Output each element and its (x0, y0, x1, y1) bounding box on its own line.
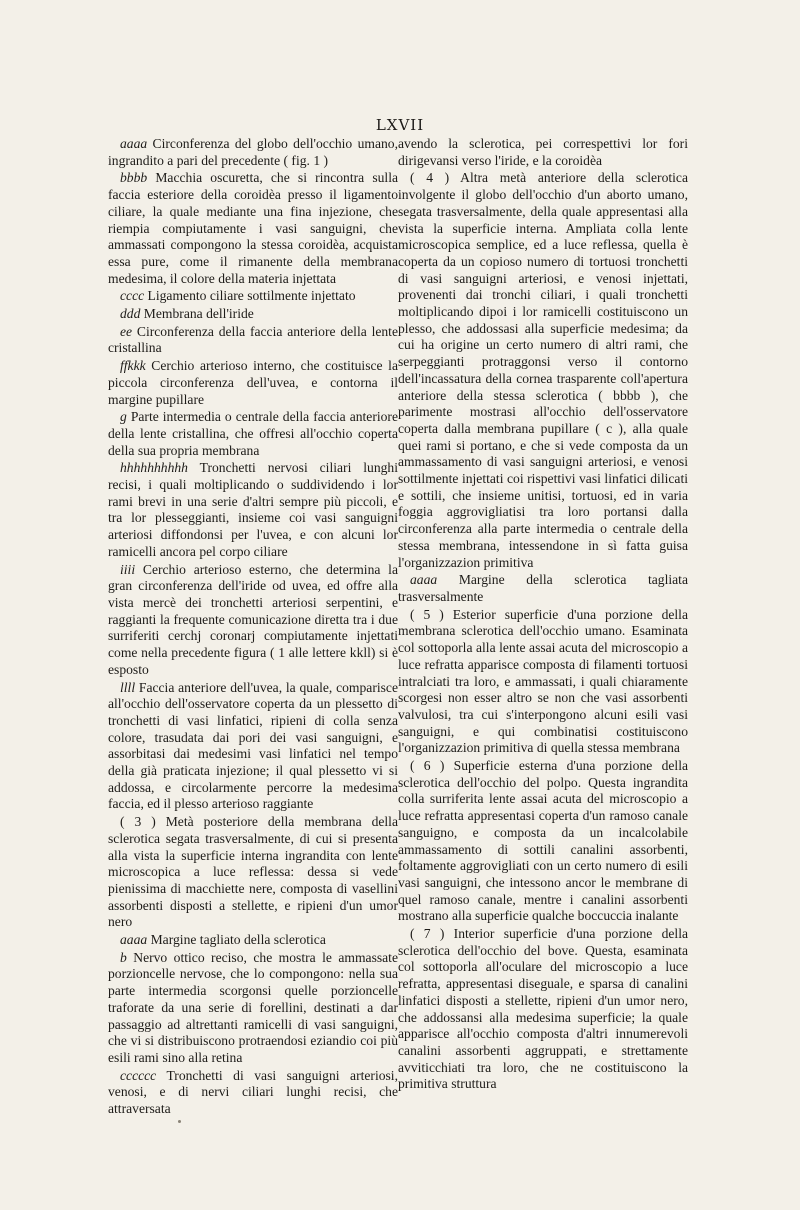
paragraph (108, 460, 398, 560)
figure-letter-mark: cccc (120, 288, 145, 304)
paragraph-text: Tronchetti di vasi sanguigni arteriosi, venosi, e di nervi ciliari lunghi recisi, che attraversata (108, 1067, 398, 1117)
figure-letter-mark: b (120, 949, 127, 965)
ink-spot (178, 1120, 181, 1123)
figure-letter-mark: ddd (120, 306, 141, 322)
paragraph-text: Cerchio arterioso esterno, che determina la gran circonferenza dell'iride od uvea, ed offre alla vista mercè dei tronchetti arteriosi serpentini, e raggianti la frequente comunicazione diretta tra i due surriferiti cerchj coronarj compiutamente injettati come nella precedente figura ( 1 alle lettere kkll) si è esposto (108, 561, 398, 677)
paragraph (398, 758, 688, 925)
paragraph-text: Macchia oscuretta, che si rincontra sulla faccia esteriore della coroidèa presso il ligamento ciliare, la quale mediante una fina injezione, che riempia compiutamente i vasi sanguigni, che ammassati compongono la stessa coroidèa, acquista essa pure, come il rimanente della membrana medesima, il colore della materia injettata (108, 170, 399, 286)
figure-letter-mark: llll (120, 679, 136, 695)
paragraph-text: Membrana dell'iride (143, 306, 254, 322)
paragraph-text: Circonferenza del globo dell'occhio umano, ingrandito a pari del precedente ( fig. 1 ) (108, 136, 398, 168)
paragraph (108, 288, 398, 305)
paragraph (398, 136, 688, 169)
paragraph (108, 950, 398, 1067)
figure-letter-mark: iiii (120, 561, 136, 577)
paragraph (108, 562, 398, 679)
paragraph-text: ( 5 ) Esterior superficie d'una porzione della membrana sclerotica dell'occhio umano. Esaminata col sottoporla alla lente assai acuta del microscopio a luce refratta apparisce composta di filamenti tortuosi intralciati tra loro, e ammassati, i quali chiaramente scorgesi non esser altro se non che vasi assorbenti valvulosi, tra cui s'interpongono alcuni esili vasi sanguigni, e qui combinatisi costituiscono l'organizzazion primitiva di quella stessa membrana (398, 606, 688, 756)
figure-letter-mark: aaaa (120, 136, 148, 151)
paragraph-text: Parte intermedia o centrale della faccia anteriore della lente cristallina, che offresi all'occhio coperta della sua propria membrana (108, 409, 398, 458)
right-column (398, 136, 688, 1094)
paragraph (108, 1068, 398, 1118)
paragraph (108, 324, 398, 357)
paragraph (108, 932, 398, 949)
paragraph-text: Margine della sclerotica tagliata trasversalmente (398, 572, 688, 604)
paragraph-text: ( 7 ) Interior superficie d'una porzione della sclerotica dell'occhio del bove. Questa, esaminata col sottoporla all'oculare del microscopio a luce refratta, appresentasi diseguale, e sparsa di canalini linfatici disposti a stellette, ripieni d'un umor nero, che addossansi alla medesima superficie; la quale apparisce all'occhio composta d'altri innumerevoli canalini assorbenti aggruppati, e strettamente avviticchiati tra loro, che ne costituiscono la primitiva struttura (398, 926, 688, 1092)
paragraph (108, 306, 398, 323)
figure-letter-mark: cccccc (120, 1067, 157, 1083)
paragraph-text: Margine tagliato della sclerotica (150, 932, 326, 948)
page-number: LXVII (375, 116, 425, 134)
paragraph-text: ( 4 ) Altra metà anteriore della sclerotica involgente il globo dell'occhio d'un aborto umano, segata trasversalmente, della quale appresentasi alla vista la superficie interna. Ampliata colla lente microscopica semplice, ed a luce reflessa, quella è coperta da un copioso numero di tortuosi tronchetti di vasi sanguigni arteriosi, e venosi injettati, provenenti dai tronchi ciliari, i quali tronchetti moltiplicando dipoi i lor ramicelli costituiscono un plesso, che addossasi alla superficie medesima; da cui ha origine un certo numero di altri rami, che serpeggianti protraggonsi verso il contorno dell'incassatura della cornea trasparente coll'apertura anteriore della stessa sclerotica ( bbbb ), che parimente mostrasi all'occhio dell'osservatore coperta dalla membrana pupillare ( c ), alla quale quei rami si portano, e che si vede composta da un ammassamento di vasi sanguigni arteriosi, e venosi sottilmente injettati coi rispettivi vasi linfatici dilicati e sottili, che insieme unitisi, tortuosi, ed in varia foggia aggrovigliatisi tra loro portansi dalla circonferenza alla parte intermedia o centrale della stessa membrana, intessendone in sì fatta guisa l'organizzazion primitiva (398, 170, 688, 570)
paragraph-text: Nervo ottico reciso, che mostra le ammassate porzioncelle nervose, che lo compongono: nella sua parte intermedia scorgonsi quelle porzioncelle traforate da una serie di forellini, destinati a dar passaggio ad altrettanti ramicelli di vasi sanguigni, che vi si distribuiscono protraendosi eziandio coi più esili rami sino alla retina (108, 949, 398, 1065)
paragraph (398, 572, 688, 605)
paragraph-text: Faccia anteriore dell'uvea, la quale, comparisce all'occhio dell'osservatore coperta da un plessetto di tronchetti di vasi linfatici, ripieni di colla senza colore, trasudata dai pori dei vasi sanguigni, e assorbitasi dai medesimi vasi linfatici nel tempo della già praticata injezione; il qual plessetto vi si addossa, e circolarmente percorre la medesima faccia, ed il plesso arterioso raggiante (108, 679, 398, 812)
paragraph (398, 170, 688, 571)
paragraph (108, 680, 398, 814)
paragraph-text: avendo la sclerotica, pei correspettivi lor fori dirigevansi verso l'iride, e la coroidèa (398, 136, 688, 168)
paragraph-text: Ligamento ciliare sottilmente injettato (147, 288, 356, 304)
paragraph (398, 607, 688, 757)
paragraph-text: ( 6 ) Superficie esterna d'una porzione della sclerotica dell'occhio del polpo. Questa ingrandita colla surriferita lente assai acuta del microscopio a luce refratta appresentasi coperta d'un ramoso canale sanguigno, e composta da un incalcolabile ammassamento di sottili canalini assorbenti, foltamente aggrovigliati con un certo numero di esili vasi sanguigni, che intessono ancor le membrane di quel ramoso canale, mentre i canalini assorbenti mostrano alla superficie qualche boccuccia inalante (398, 758, 688, 924)
paragraph (398, 926, 688, 1093)
paragraph (108, 409, 398, 459)
figure-letter-mark: ffkkk (120, 358, 146, 374)
paragraph-text: Circonferenza della faccia anteriore della lente cristallina (108, 323, 398, 356)
paragraph (108, 136, 398, 169)
figure-letter-mark: aaaa (410, 572, 438, 588)
paragraph (108, 170, 398, 287)
paragraph-text: Cerchio arterioso interno, che costituisce la piccola circonferenza dell'uvea, e contorna il margine pupillare (108, 358, 398, 407)
paragraph-text: ( 3 ) Metà posteriore della membrana della sclerotica segata trasversalmente, di cui si presenta alla vista la superficie interna ingrandita con lente microscopica a luce reflessa: dessa si vede pienissima di macchiette nere, composta di vasellini assorbenti disposti a stellette, e ripieni d'un umor nero (108, 814, 398, 930)
paragraph (108, 358, 398, 408)
figure-letter-mark: hhhhhhhhhh (120, 460, 188, 476)
figure-letter-mark: g (120, 409, 127, 425)
figure-letter-mark: bbbb (120, 170, 148, 186)
left-column (108, 136, 398, 1119)
paragraph (108, 814, 398, 931)
figure-letter-mark: ee (120, 323, 133, 339)
figure-letter-mark: aaaa (120, 932, 148, 948)
paragraph-text: Tronchetti nervosi ciliari lunghi recisi, i quali moltiplicando o suddividendo i lor rami brevi in una serie d'altri sempre più piccoli, e tra lor plesseggianti, insieme coi vasi sanguigni arteriosi diffondonsi per l'uvea, e con alcuni lor ramicelli ancora pel corpo ciliare (108, 460, 399, 559)
